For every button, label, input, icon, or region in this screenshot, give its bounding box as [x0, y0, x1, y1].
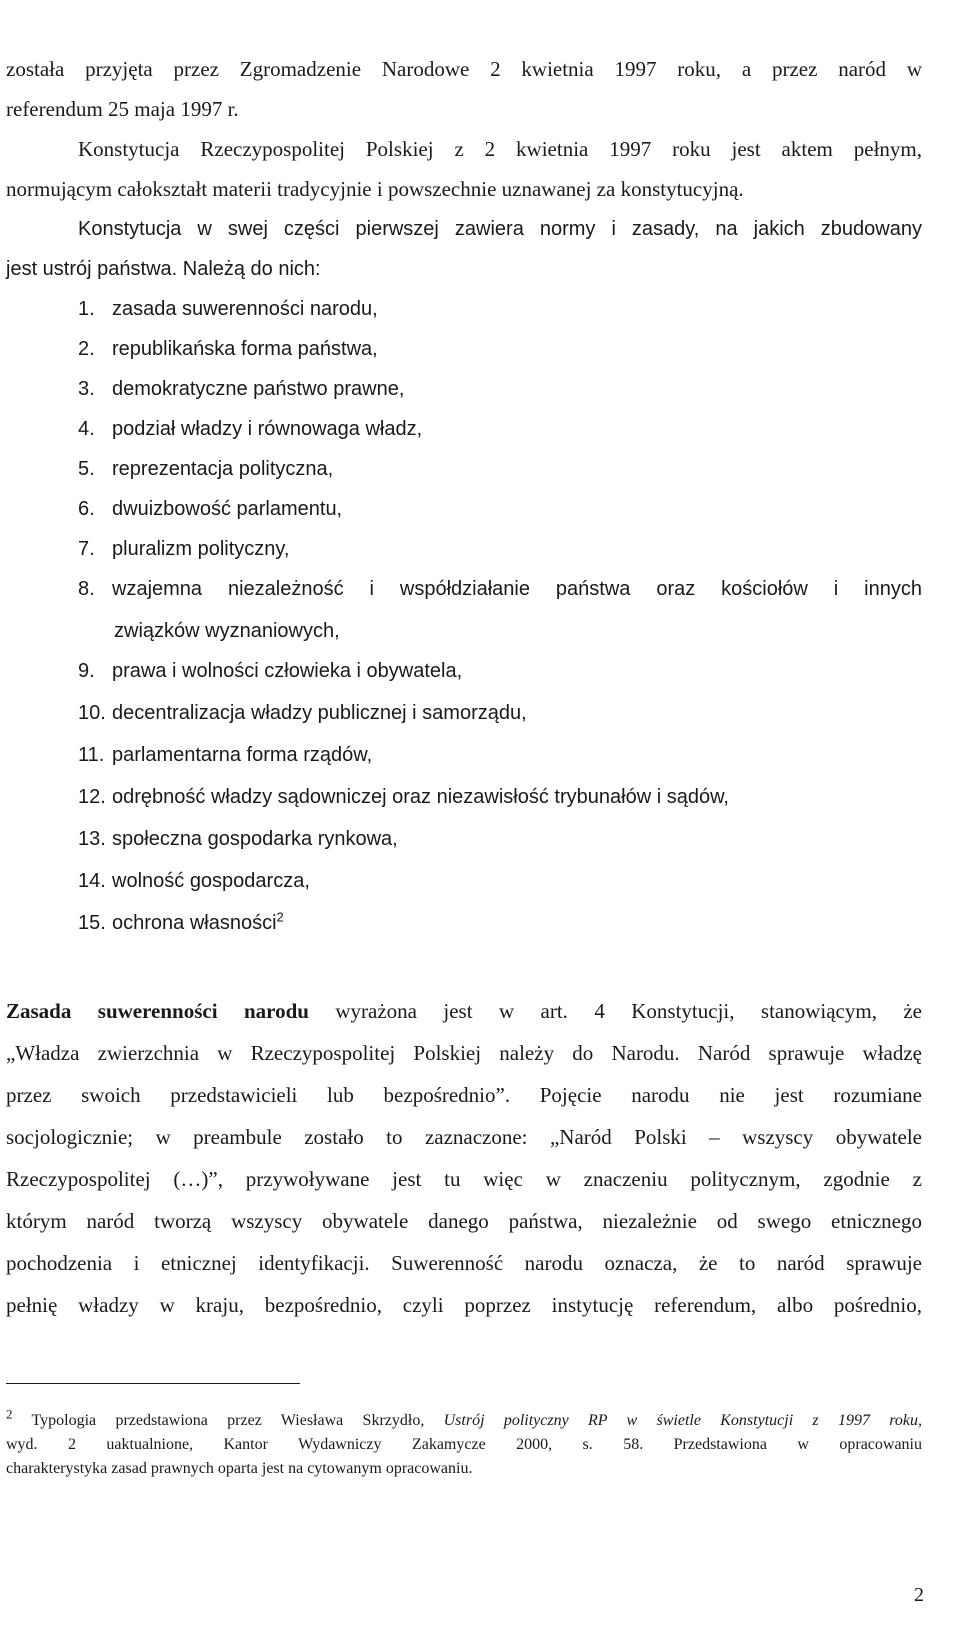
list-item	[78, 574, 922, 604]
list-item	[78, 494, 922, 524]
list-text: decentralizacja władzy publicznej i samorządu,	[112, 702, 527, 724]
list-text: prawa i wolności człowieka i obywatela,	[112, 660, 463, 682]
list-item	[78, 414, 922, 444]
page-number: 2	[914, 1584, 924, 1606]
footnote-line-2: wyd. 2 uaktualnione, Kantor Wydawniczy Zakamycze 2000, s. 58. Przedstawiona w opracowaniu	[6, 1436, 922, 1453]
footnote-text: Typologia przedstawiona przez Wiesława Skrzydło,	[12, 1412, 444, 1429]
list-text: reprezentacja polityczna,	[112, 458, 334, 480]
para-line-6: którym naród tworzą wszyscy obywatele danego państwa, niezależnie od swego etnicznego	[6, 1209, 922, 1233]
para-line-8: pełnię władzy w kraju, bezpośrednio, czyli poprzez instytucję referendum, albo pośrednio,	[6, 1293, 922, 1317]
list-number: 13.	[78, 828, 106, 850]
para-line-7: pochodzenia i etnicznej identyfikacji. Suwerenność narodu oznacza, że to naród sprawuje	[6, 1251, 922, 1275]
list-number: 15.	[78, 912, 106, 934]
intro-line-1: została przyjęta przez Zgromadzenie Narodowe 2 kwietnia 1997 roku, a przez naród w	[6, 57, 922, 81]
footnote-line-1	[6, 1406, 922, 1432]
list-number: 12.	[78, 786, 106, 808]
list-item	[78, 908, 922, 938]
para-line-1	[6, 996, 922, 1026]
list-number: 7.	[78, 538, 95, 560]
list-item	[78, 740, 922, 770]
list-text: demokratyczne państwo prawne,	[112, 378, 405, 400]
list-item	[78, 782, 922, 812]
list-number: 2.	[78, 338, 95, 360]
list-text: pluralizm polityczny,	[112, 538, 290, 560]
list-text: społeczna gospodarka rynkowa,	[112, 828, 398, 850]
list-item	[78, 374, 922, 404]
list-text: zasada suwerenności narodu,	[112, 298, 378, 320]
list-item	[78, 534, 922, 564]
list-number: 6.	[78, 498, 95, 520]
footnote-separator	[6, 1383, 300, 1384]
para-line-4: socjologicznie; w preambule zostało to zaznaczone: „Naród Polski – wszyscy obywatele	[6, 1125, 922, 1149]
list-number: 9.	[78, 660, 95, 682]
list-item	[78, 866, 922, 896]
list-number: 10.	[78, 702, 106, 724]
list-text: parlamentarna forma rządów,	[112, 744, 373, 766]
list-number: 4.	[78, 418, 95, 440]
para-line-1-rest: wyrażona jest w art. 4 Konstytucji, stanowiącym, że	[308, 999, 923, 1023]
list-number: 11.	[78, 744, 105, 766]
list-text: podział władzy i równowaga władz,	[112, 418, 423, 440]
intro-line-4: normującym całokształt materii tradycyjnie i powszechnie uznawanej za konstytucyjną.	[6, 177, 744, 201]
list-text: republikańska forma państwa,	[112, 338, 378, 360]
list-number: 5.	[78, 458, 95, 480]
list-item	[78, 334, 922, 364]
list-item-continuation: związków wyznaniowych,	[114, 620, 340, 642]
list-number: 3.	[78, 378, 95, 400]
intro-line-6: jest ustrój państwa. Należą do nich:	[6, 258, 321, 280]
section-heading-bold: Zasada suwerenności narodu	[6, 999, 309, 1023]
list-text: ochrona własności	[112, 912, 277, 934]
list-item	[78, 698, 922, 728]
para-line-2: „Władza zwierzchnia w Rzeczypospolitej Polskiej należy do Narodu. Naród sprawuje władzę	[6, 1041, 922, 1065]
list-text: dwuizbowość parlamentu,	[112, 498, 343, 520]
list-item	[78, 656, 922, 686]
footnote-reference[interactable]: 2	[276, 909, 284, 925]
para-line-3: przez swoich przedstawicieli lub bezpośrednio”. Pojęcie narodu nie jest rozumiane	[6, 1083, 922, 1107]
list-number: 14.	[78, 870, 106, 892]
para-line-5: Rzeczypospolitej (…)”, przywoływane jest tu więc w znaczeniu politycznym, zgodnie z	[6, 1167, 922, 1191]
footnote-book-title: Ustrój polityczny RP w świetle Konstytucji z 1997 roku,	[443, 1412, 922, 1429]
list-text: wzajemna niezależność i współdziałanie państwa oraz kościołów i innych	[112, 578, 922, 600]
footnote-line-3: charakterystyka zasad prawnych oparta jest na cytowanym opracowaniu.	[6, 1460, 473, 1477]
list-item	[78, 454, 922, 484]
intro-line-2: referendum 25 maja 1997 r.	[6, 97, 239, 121]
intro-line-5: Konstytucja w swej części pierwszej zawiera normy i zasady, na jakich zbudowany	[78, 218, 922, 240]
list-number: 1.	[78, 298, 95, 320]
list-text: wolność gospodarcza,	[112, 870, 310, 892]
footnote-marker: 2	[6, 1406, 13, 1422]
list-item	[78, 294, 922, 324]
intro-line-3: Konstytucja Rzeczypospolitej Polskiej z 2 kwietnia 1997 roku jest aktem pełnym,	[78, 137, 922, 161]
list-text: odrębność władzy sądowniczej oraz niezawisłość trybunałów i sądów,	[112, 786, 729, 808]
list-item	[78, 824, 922, 854]
list-number: 8.	[78, 578, 95, 600]
